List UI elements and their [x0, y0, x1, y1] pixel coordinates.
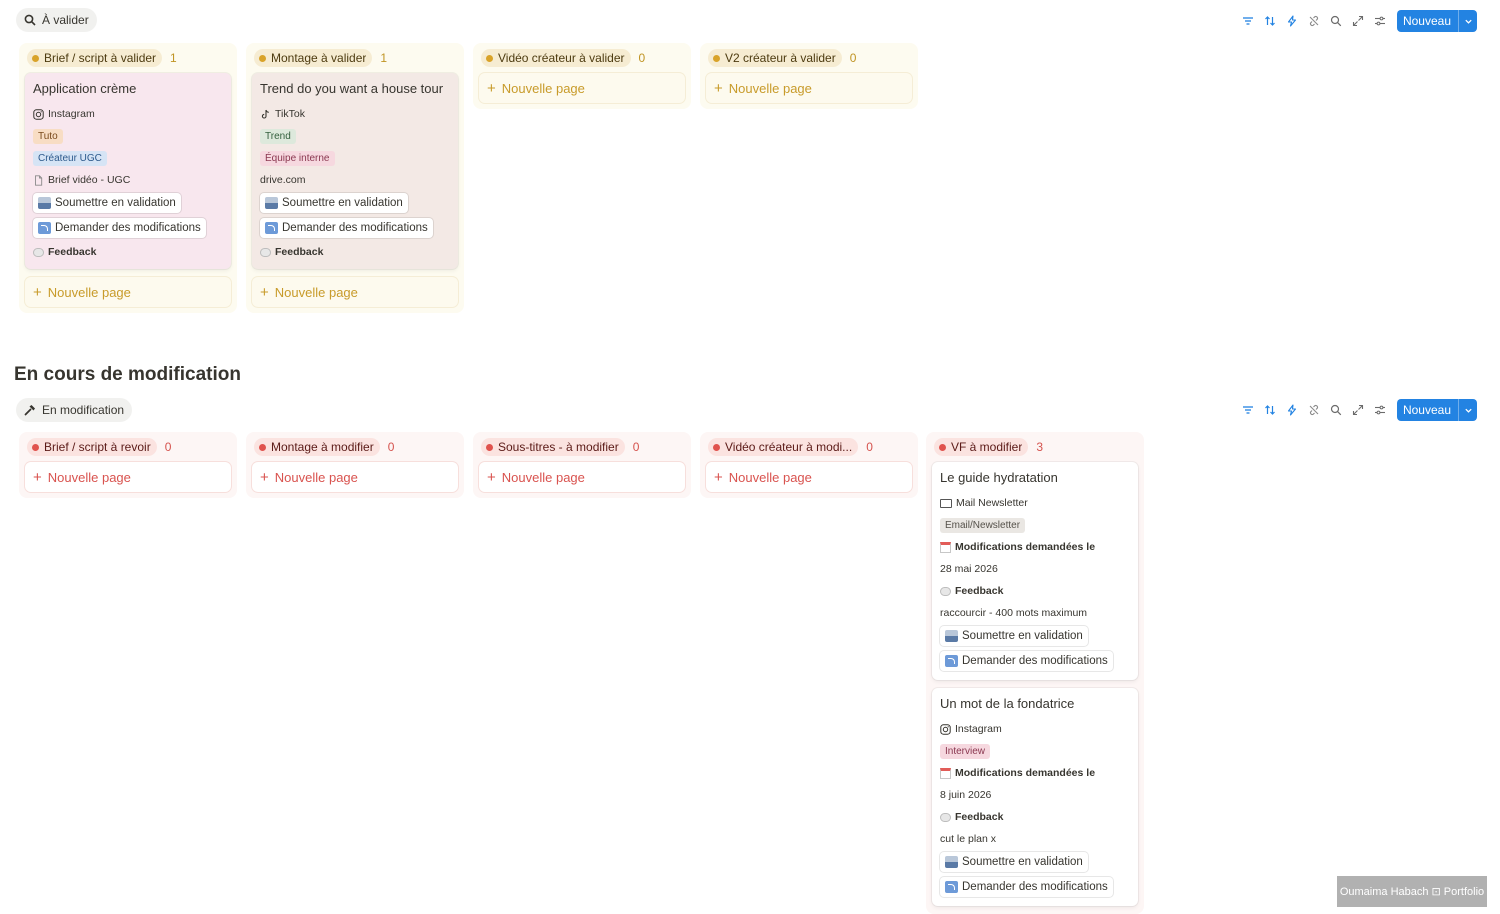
sort-icon[interactable]: [1259, 399, 1281, 421]
card-feedback: Feedback: [260, 241, 450, 263]
view-tab-label: En modification: [42, 403, 125, 417]
board-column: [473, 432, 691, 498]
card-feedback-text: cut le plan x: [940, 833, 997, 845]
search-icon[interactable]: [1325, 399, 1347, 421]
settings-icon[interactable]: [1369, 399, 1391, 421]
speech-bubble-icon: [940, 813, 951, 822]
inbox-tray-icon: [945, 630, 958, 642]
column-header: [252, 432, 458, 462]
status-pill[interactable]: V2 créateur à valider: [708, 49, 842, 67]
search-icon[interactable]: [1325, 10, 1347, 32]
card-mod-date: 8 juin 2026: [940, 789, 992, 801]
search-icon: [24, 14, 36, 26]
card-platform: Instagram: [940, 718, 1130, 740]
status-pill[interactable]: Brief / script à revoir: [27, 438, 157, 456]
card-document[interactable]: Brief vidéo - UGC: [33, 169, 223, 191]
view-tab-en-modification[interactable]: [16, 398, 132, 422]
card-platform: TikTok: [260, 103, 450, 125]
column-header: [252, 43, 458, 73]
column-header: [25, 432, 231, 462]
card-tag: Tuto: [33, 129, 63, 144]
new-page-button[interactable]: + Nouvelle page: [252, 462, 458, 492]
column-count: 0: [866, 440, 873, 454]
status-pill[interactable]: Brief / script à valider: [27, 49, 162, 67]
board-column: [246, 432, 464, 498]
new-page-button[interactable]: + Nouvelle page: [479, 462, 685, 492]
new-button[interactable]: Nouveau: [1397, 10, 1477, 32]
card-mod-date: 28 mai 2026: [940, 563, 998, 575]
chevron-down-icon[interactable]: [1458, 10, 1477, 32]
hammer-icon: [24, 404, 36, 416]
card-feedback: Feedback: [940, 806, 1130, 828]
card-title: Application crème: [33, 81, 137, 96]
card-platform: Instagram: [33, 103, 223, 125]
plus-icon: +: [714, 468, 723, 486]
board-card[interactable]: [25, 73, 231, 269]
card-link[interactable]: drive.com: [260, 174, 306, 186]
board-column: [926, 432, 1144, 914]
board-card[interactable]: [932, 688, 1138, 906]
board-column: [19, 432, 237, 498]
submit-validation-button[interactable]: Soumettre en validation: [940, 852, 1088, 872]
card-platform: Mail Newsletter: [940, 492, 1130, 514]
submit-validation-button[interactable]: Soumettre en validation: [260, 193, 408, 213]
card-tag: Équipe interne: [260, 151, 335, 166]
plus-icon: +: [33, 283, 42, 301]
column-count: 0: [164, 440, 172, 454]
board-column: [700, 43, 918, 109]
card-tag: Email/Newsletter: [940, 518, 1025, 533]
lightning-icon[interactable]: [1281, 10, 1303, 32]
new-page-button[interactable]: + Nouvelle page: [25, 462, 231, 492]
expand-icon[interactable]: [1347, 10, 1369, 32]
card-title: Un mot de la fondatrice: [940, 696, 1075, 711]
card-mod-label: Modifications demandées le: [940, 536, 1130, 558]
column-count: 0: [387, 440, 395, 454]
return-arrow-icon: [945, 655, 958, 667]
portfolio-watermark: Oumaima Habach ⊡ Portfolio: [1337, 876, 1487, 907]
request-changes-button[interactable]: Demander des modifications: [940, 877, 1113, 897]
column-header: [479, 432, 685, 462]
inbox-tray-icon: [38, 197, 51, 209]
card-title: Le guide hydratation: [940, 470, 1058, 485]
status-pill[interactable]: Vidéo créateur à valider: [481, 49, 631, 67]
column-count: 0: [849, 51, 857, 65]
link-off-icon[interactable]: [1303, 10, 1325, 32]
new-page-button[interactable]: + Nouvelle page: [706, 73, 912, 103]
board-toolbar: [1237, 399, 1477, 421]
settings-icon[interactable]: [1369, 10, 1391, 32]
column-count: 3: [1036, 440, 1044, 454]
column-header: [706, 43, 912, 73]
board-column: [246, 43, 464, 313]
view-tab-label: À valider: [42, 13, 89, 27]
return-arrow-icon: [38, 222, 51, 234]
expand-icon[interactable]: [1347, 399, 1369, 421]
plus-icon: +: [487, 79, 496, 97]
request-changes-button[interactable]: Demander des modifications: [940, 651, 1113, 671]
status-pill[interactable]: Vidéo créateur à modi...: [708, 438, 858, 456]
calendar-icon: [940, 542, 951, 553]
status-pill[interactable]: Montage à modifier: [254, 438, 380, 456]
submit-validation-button[interactable]: Soumettre en validation: [33, 193, 181, 213]
board-toolbar: [1237, 10, 1477, 32]
new-page-button[interactable]: + Nouvelle page: [706, 462, 912, 492]
board-column: [19, 43, 237, 313]
status-pill[interactable]: Montage à valider: [254, 49, 372, 67]
card-title: Trend do you want a house tour: [260, 81, 444, 96]
inbox-tray-icon: [265, 197, 278, 209]
card-tag: Trend: [260, 129, 296, 144]
column-count: 0: [632, 440, 640, 454]
status-pill[interactable]: Sous-titres - à modifier: [481, 438, 625, 456]
speech-bubble-icon: [33, 248, 44, 257]
calendar-icon: [940, 768, 951, 779]
request-changes-button[interactable]: Demander des modifications: [260, 218, 433, 238]
new-page-button[interactable]: + Nouvelle page: [479, 73, 685, 103]
request-changes-button[interactable]: Demander des modifications: [33, 218, 206, 238]
column-count: 0: [638, 51, 646, 65]
board-column: [700, 432, 918, 498]
column-count: 1: [380, 51, 388, 65]
inbox-tray-icon: [945, 856, 958, 868]
card-tag: Interview: [940, 744, 990, 759]
section-title: En cours de modification: [14, 364, 241, 385]
card-tag: Créateur UGC: [33, 151, 107, 166]
instagram-icon: [940, 724, 951, 735]
chevron-down-icon[interactable]: [1458, 399, 1477, 421]
new-page-button[interactable]: + Nouvelle page: [252, 277, 458, 307]
plus-icon: +: [260, 468, 269, 486]
plus-icon: +: [33, 468, 42, 486]
sort-icon[interactable]: [1259, 10, 1281, 32]
column-header: [932, 432, 1138, 462]
link-off-icon[interactable]: [1303, 399, 1325, 421]
column-count: 1: [170, 51, 177, 65]
view-tab-a-valider[interactable]: [16, 8, 97, 32]
lightning-icon[interactable]: [1281, 399, 1303, 421]
instagram-icon: [33, 109, 44, 120]
speech-bubble-icon: [940, 587, 951, 596]
return-arrow-icon: [945, 881, 958, 893]
return-arrow-icon: [265, 222, 278, 234]
tiktok-icon: [260, 109, 271, 120]
submit-validation-button[interactable]: Soumettre en validation: [940, 626, 1088, 646]
card-feedback: Feedback: [33, 241, 223, 263]
plus-icon: +: [714, 79, 723, 97]
document-icon: [33, 175, 44, 186]
speech-bubble-icon: [260, 248, 271, 257]
board-card[interactable]: [932, 462, 1138, 680]
column-header: [25, 43, 231, 73]
envelope-icon: [940, 499, 952, 508]
column-header: [706, 432, 912, 462]
column-header: [479, 43, 685, 73]
card-mod-label: Modifications demandées le: [940, 762, 1130, 784]
filter-icon[interactable]: [1237, 10, 1259, 32]
plus-icon: +: [260, 283, 269, 301]
plus-icon: +: [487, 468, 496, 486]
new-button[interactable]: Nouveau: [1397, 399, 1477, 421]
card-feedback-text: raccourcir - 400 mots maximum: [940, 607, 1088, 619]
board-column: [473, 43, 691, 109]
filter-icon[interactable]: [1237, 399, 1259, 421]
new-page-button[interactable]: + Nouvelle page: [25, 277, 231, 307]
board-card[interactable]: [252, 73, 458, 269]
status-pill[interactable]: VF à modifier: [934, 438, 1028, 456]
card-feedback: Feedback: [940, 580, 1130, 602]
